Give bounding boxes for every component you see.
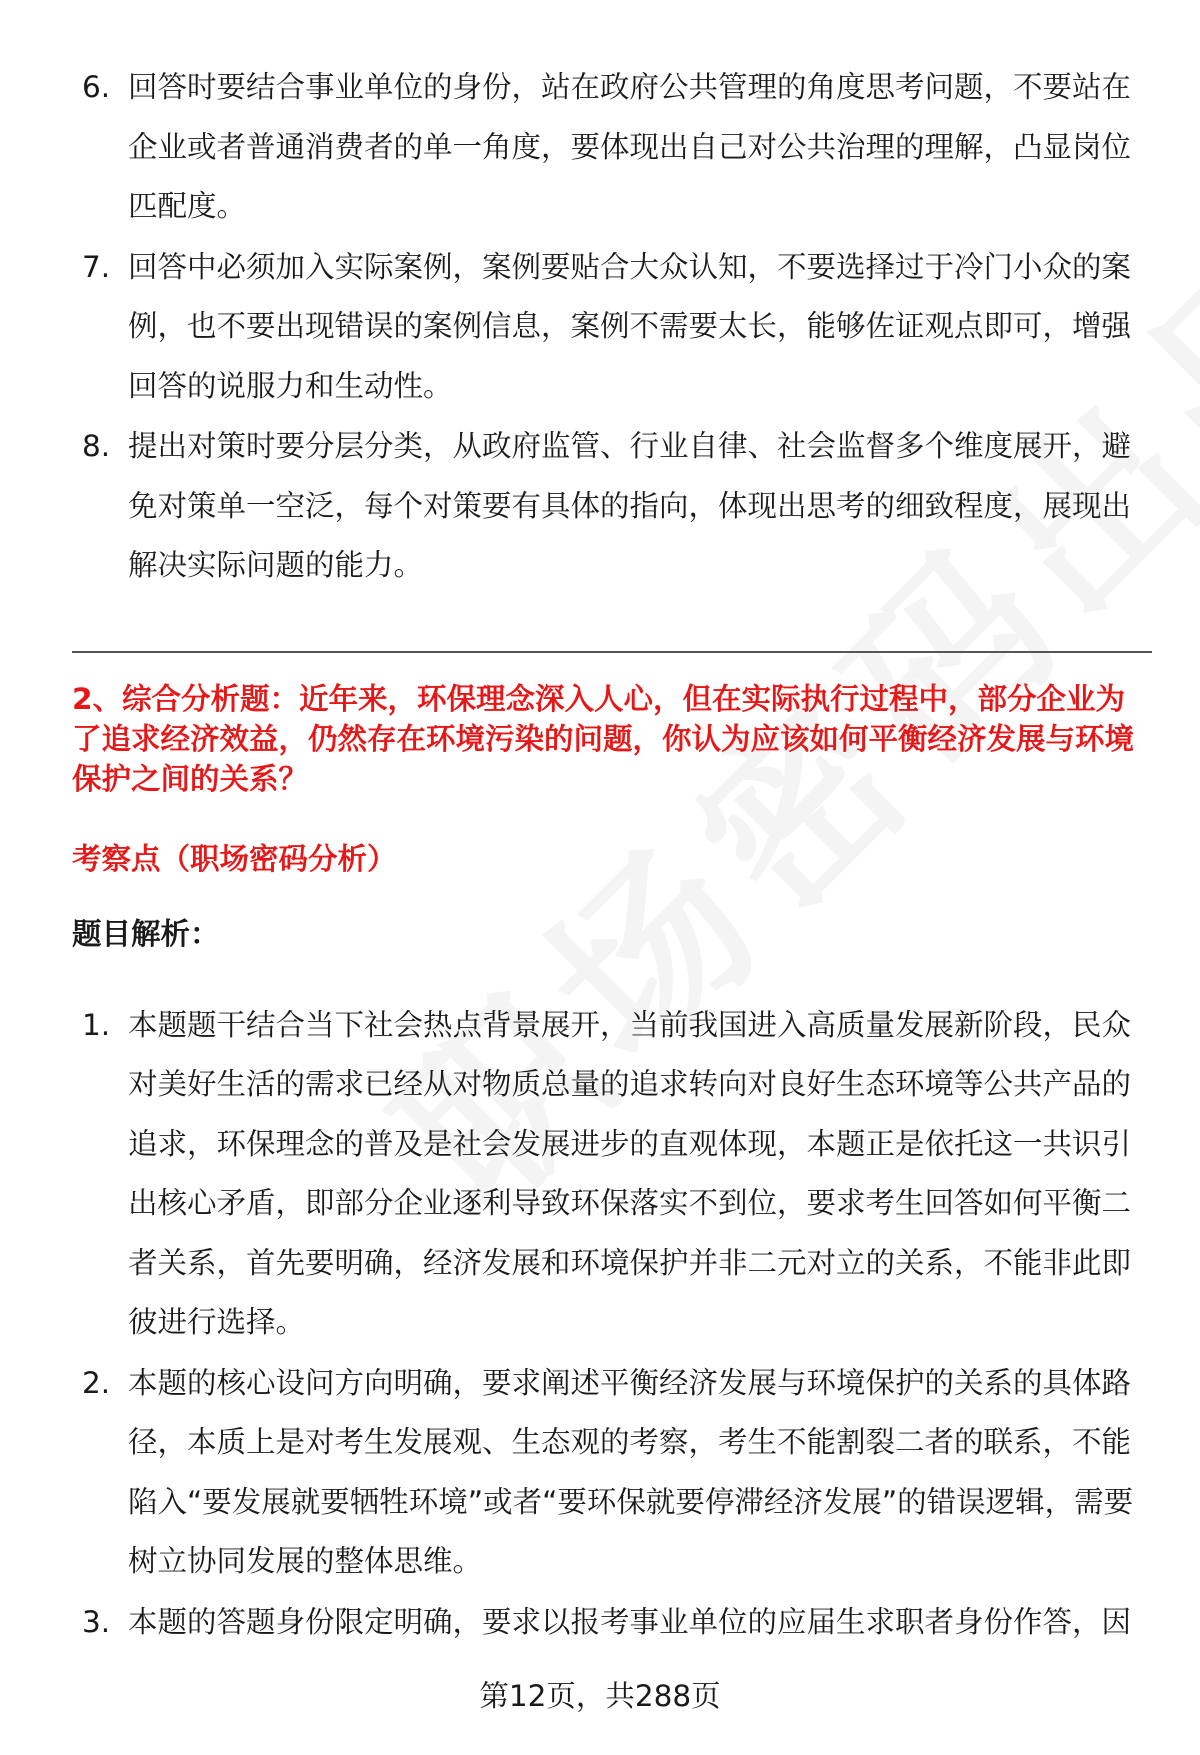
page-number-footer: 第12页，共288页 [479, 1679, 721, 1713]
list-item-text: 回答中必须加入实际案例，案例要贴合大众认知，不要选择过于冷门小众的案例，也不要出现错误的案例信息，案例不需要太长，能够佐证观点即可，增强回答的说服力和生动性。 [128, 249, 1132, 403]
analysis-list [72, 996, 1152, 1653]
list-item [72, 58, 1152, 237]
list-item-number: 8. [82, 429, 111, 463]
exam-point-heading: 考察点（职场密码分析） [72, 841, 397, 876]
list-item-number: 6. [82, 70, 111, 104]
page-content [72, 58, 1152, 1653]
list-item-number: 1. [82, 1007, 111, 1042]
list-item [72, 1354, 1152, 1592]
list-item [72, 417, 1152, 596]
section-divider [72, 651, 1152, 653]
list-item-text: 本题题干结合当下社会热点背景展开，当前我国进入高质量发展新阶段，民众对美好生活的需求已经从对物质总量的追求转向对良好生态环境等公共产品的追求，环保理念的普及是社会发展进步的直观体现，本题正是依托这一共识引出核心矛盾，即部分企业逐利导致环保落实不到位，要求考生回答如何平衡二者关系，首先要明确，经济发展和环境保护并非二元对立的关系，不能非此即彼进行选择。 [128, 1007, 1132, 1339]
question-heading: 2、综合分析题：近年来，环保理念深入人心，但在实际执行过程中，部分企业为了追求经济效益，仍然存在环境污染的问题，你认为应该如何平衡经济发展与环境保护之间的关系？ [72, 681, 1135, 796]
list-item-text: 回答时要结合事业单位的身份，站在政府公共管理的角度思考问题，不要站在企业或者普通消费者的单一角度，要体现出自己对公共治理的理解，凸显岗位匹配度。 [128, 70, 1132, 223]
list-item [72, 996, 1152, 1353]
analysis-title: 题目解析： [72, 916, 220, 951]
list-item [72, 238, 1152, 417]
list-item-text: 本题的核心设问方向明确，要求阐述平衡经济发展与环境保护的关系的具体路径，本质上是对考生发展观、生态观的考察，考生不能割裂二者的联系，不能陷入“要发展就要牺牲环境”或者“要环保就要停滞经济发展”的错误逻辑，需要树立协同发展的整体思维。 [128, 1365, 1134, 1578]
list-item-number: 2. [82, 1365, 111, 1400]
list-item [72, 1593, 1152, 1653]
top-list [72, 58, 1152, 596]
list-item-number: 7. [82, 249, 111, 284]
list-item-number: 3. [82, 1604, 111, 1639]
list-item-text: 本题的答题身份限定明确，要求以报考事业单位的应届生求职者身份作答，因 [128, 1604, 1132, 1639]
list-item-text: 提出对策时要分层分类，从政府监管、行业自律、社会监督多个维度展开，避免对策单一空泛，每个对策要有具体的指向，体现出思考的细致程度，展现出解决实际问题的能力。 [128, 429, 1132, 582]
